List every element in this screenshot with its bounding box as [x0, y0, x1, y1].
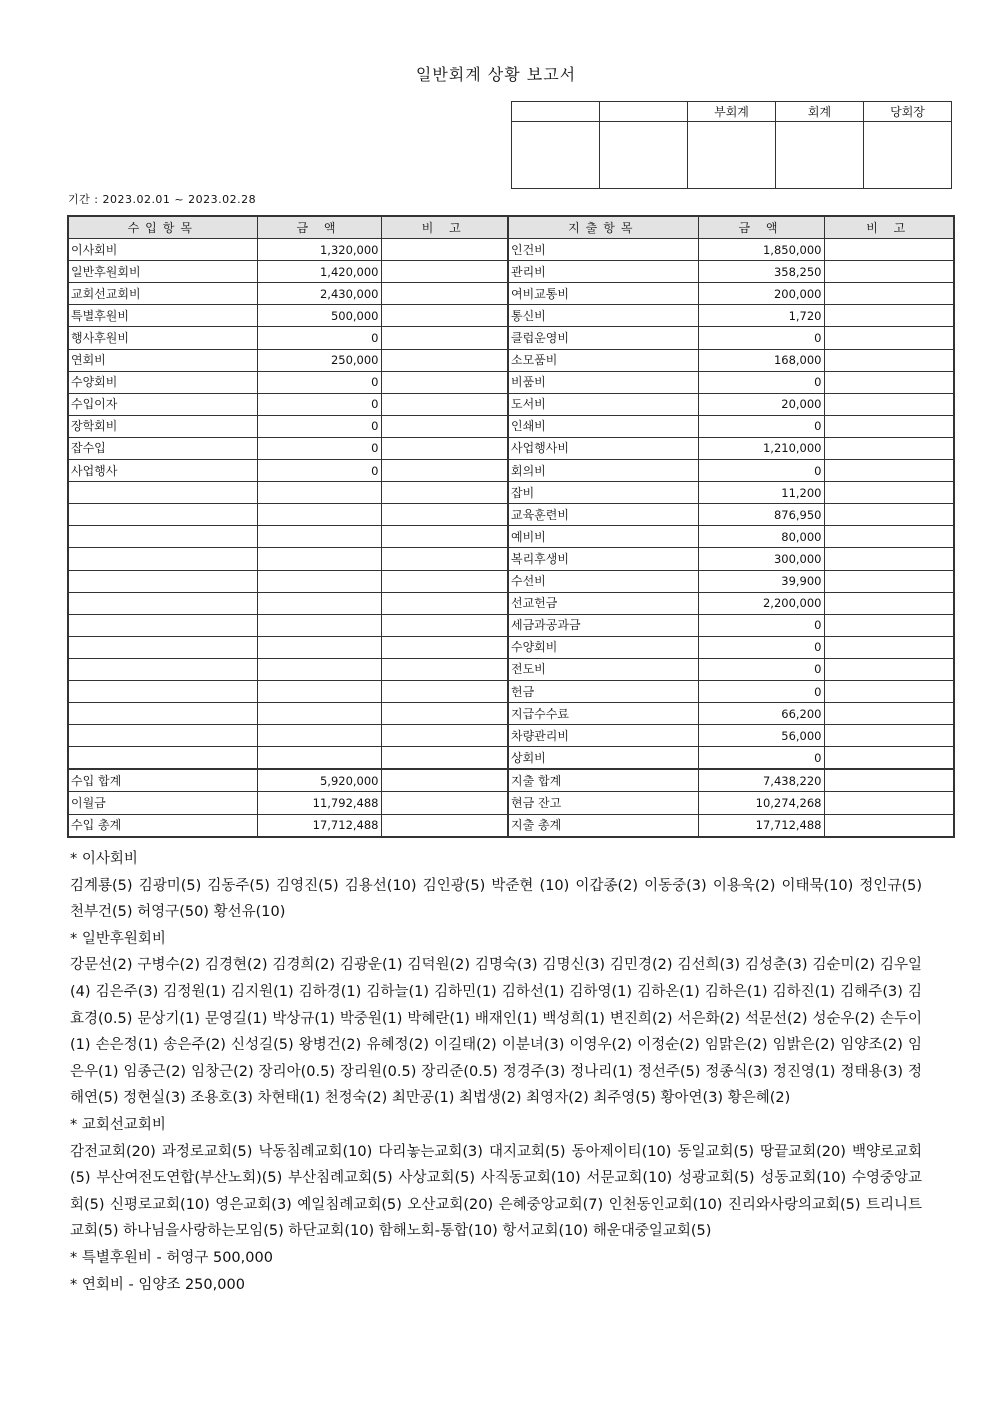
expense-item-cell: 소모품비	[508, 349, 698, 371]
ledger-row	[68, 504, 954, 526]
approval-header-cell: 당회장	[864, 102, 952, 122]
expense-amount-cell: 1,720	[698, 305, 824, 327]
ledger-row	[68, 658, 954, 680]
expense-amount-cell: 10,274,268	[698, 792, 824, 814]
income-note-cell	[381, 239, 508, 261]
income-note-cell	[381, 415, 508, 437]
ledger-row	[68, 327, 954, 349]
ledger-row	[68, 680, 954, 702]
income-note-cell	[381, 747, 508, 770]
ledger-row	[68, 725, 954, 747]
ledger-row	[68, 283, 954, 305]
income-note-cell	[381, 371, 508, 393]
income-item-cell: 이월금	[68, 792, 257, 814]
expense-item-cell: 지출 합계	[508, 769, 698, 792]
note-text: 김계룡(5) 김광미(5) 김동주(5) 김영진(5) 김용선(10) 김인광(5) 박준현 (10) 이갑종(2) 이동중(3) 이용욱(2) 이태묵(10) 정인규(5) 천부건(5) 허영구(50) 황선유(10)	[70, 877, 922, 921]
expense-item-cell: 비품비	[508, 371, 698, 393]
expense-note-cell	[824, 570, 954, 592]
income-item-cell	[68, 703, 257, 725]
ledger-row	[68, 415, 954, 437]
ledger-row	[68, 437, 954, 459]
expense-amount-cell: 0	[698, 658, 824, 680]
expense-amount-cell: 0	[698, 327, 824, 349]
ledger-row	[68, 747, 954, 770]
expense-note-cell	[824, 592, 954, 614]
expense-amount-cell: 0	[698, 614, 824, 636]
income-amount-cell	[257, 548, 381, 570]
income-note-cell	[381, 592, 508, 614]
expense-amount-cell: 0	[698, 636, 824, 658]
ledger-row	[68, 592, 954, 614]
expense-note-header: 비 고	[824, 216, 954, 239]
income-note-cell	[381, 703, 508, 725]
income-amount-cell	[257, 482, 381, 504]
expense-amount-cell: 80,000	[698, 526, 824, 548]
income-note-cell	[381, 261, 508, 283]
ledger-table	[67, 215, 955, 838]
expense-item-cell: 차량관리비	[508, 725, 698, 747]
approval-header-cell: 회계	[776, 102, 864, 122]
expense-amount-cell: 300,000	[698, 548, 824, 570]
ledger-total-row	[68, 792, 954, 814]
signature-cell	[688, 122, 776, 189]
income-amount-cell: 17,712,488	[257, 814, 381, 837]
expense-note-cell	[824, 239, 954, 261]
income-amount-cell	[257, 680, 381, 702]
expense-amount-cell: 17,712,488	[698, 814, 824, 837]
expense-note-cell	[824, 703, 954, 725]
income-note-cell	[381, 814, 508, 837]
approval-header-cell	[600, 102, 688, 122]
income-amount-cell	[257, 614, 381, 636]
expense-note-cell	[824, 792, 954, 814]
expense-item-cell: 수선비	[508, 570, 698, 592]
note-text: 강문선(2) 구병수(2) 김경현(2) 김경희(2) 김광운(1) 김덕원(2) 김명숙(3) 김명신(3) 김민경(2) 김선희(3) 김성춘(3) 김순미(2) 김우일(4) 김은주(3) 김정원(1) 김지원(1) 김하경(1) 김하늘(1) 김하민(1) 김하선(1) 김하영(1) 김하온(1) 김하은(1) 김하진(1) 김해주(3) 김효경(0.5) 문상기(1) 문영길(1) 박상규(1) 박중원(1) 박혜란(1) 배재인(1) 백성희(1) 변진희(2) 서은화(2) 석문선(2) 성순우(2) 손두이(1) 손은정(1) 송은주(2) 신성길(5) 왕병건(2) 유혜정(2) 이길태(2) 이분녀(3) 이영우(2) 이정순(2) 임맑은(2) 임밝은(2) 임양조(2) 임은우(1) 임종근(2) 임창근(2) 장리아(0.5) 장리원(0.5) 장리준(0.5) 정경주(3) 정나리(1) 정선주(5) 정종식(3) 정진영(1) 정태용(3) 정해연(5) 정현실(3) 조용호(3) 차현태(1) 천정숙(2) 최만공(1) 최법생(2) 최영자(2) 최주영(5) 황아연(3) 황은혜(2)	[70, 957, 922, 1107]
signature-cell	[600, 122, 688, 189]
income-amount-cell	[257, 703, 381, 725]
income-note-cell	[381, 792, 508, 814]
income-item-cell: 행사후원비	[68, 327, 257, 349]
income-amount-cell: 0	[257, 415, 381, 437]
signature-cell	[512, 122, 600, 189]
income-note-cell	[381, 437, 508, 459]
income-item-cell: 연회비	[68, 349, 257, 371]
expense-item-cell: 클럽운영비	[508, 327, 698, 349]
expense-item-cell: 지출 총계	[508, 814, 698, 837]
signature-cell	[864, 122, 952, 189]
income-amount-cell: 0	[257, 460, 381, 482]
ledger-row	[68, 703, 954, 725]
expense-amount-cell: 39,900	[698, 570, 824, 592]
expense-note-cell	[824, 305, 954, 327]
note-text: 감전교회(20) 과정로교회(5) 낙동침례교회(10) 다리놓는교회(3) 대지교회(5) 동아제이티(10) 동일교회(5) 땅끝교회(20) 백양로교회(5) 부산여전도연합(부산노회)(5) 부산침례교회(5) 사상교회(5) 사직동교회(10) 서문교회(10) 성광교회(5) 성동교회(10) 수영중앙교회(5) 신평로교회(10) 영은교회(3) 예일침례교회(5) 오산교회(20) 은혜중앙교회(7) 인천동인교회(10) 진리와사랑의교회(5) 트리니트교회(5) 하나님을사랑하는모임(5) 하단교회(10) 함해노회-통합(10) 항서교회(10) 해운대중일교회(5)	[70, 1143, 922, 1240]
income-amount-cell: 1,320,000	[257, 239, 381, 261]
expense-item-cell: 교육훈련비	[508, 504, 698, 526]
approval-box	[511, 101, 952, 189]
income-item-cell: 수입 총계	[68, 814, 257, 837]
expense-item-cell: 복리후생비	[508, 548, 698, 570]
expense-note-cell	[824, 636, 954, 658]
expense-item-cell: 관리비	[508, 261, 698, 283]
note-heading: * 연회비 - 임양조 250,000	[70, 1276, 245, 1293]
income-item-cell	[68, 504, 257, 526]
income-note-cell	[381, 725, 508, 747]
expense-amount-cell: 0	[698, 371, 824, 393]
expense-item-cell: 지급수수료	[508, 703, 698, 725]
ledger-row	[68, 482, 954, 504]
income-item-cell	[68, 548, 257, 570]
income-note-cell	[381, 283, 508, 305]
income-note-cell	[381, 526, 508, 548]
income-item-cell	[68, 680, 257, 702]
income-item-cell: 교회선교회비	[68, 283, 257, 305]
expense-amount-cell: 1,210,000	[698, 437, 824, 459]
ledger-row	[68, 349, 954, 371]
expense-note-cell	[824, 393, 954, 415]
income-amount-cell: 0	[257, 437, 381, 459]
expense-note-cell	[824, 548, 954, 570]
income-amount-cell: 2,430,000	[257, 283, 381, 305]
income-amount-cell: 0	[257, 371, 381, 393]
expense-amount-cell: 7,438,220	[698, 769, 824, 792]
income-item-cell: 수양회비	[68, 371, 257, 393]
expense-item-cell: 세금과공과금	[508, 614, 698, 636]
income-amount-cell	[257, 658, 381, 680]
expense-note-cell	[824, 526, 954, 548]
income-item-cell	[68, 482, 257, 504]
income-item-cell: 잡수입	[68, 437, 257, 459]
income-item-cell: 이사회비	[68, 239, 257, 261]
ledger-row	[68, 570, 954, 592]
expense-amount-cell: 1,850,000	[698, 239, 824, 261]
income-item-cell: 수입 합계	[68, 769, 257, 792]
approval-signature-row	[512, 122, 952, 189]
income-item-header: 수입항목	[68, 216, 257, 239]
expense-note-cell	[824, 658, 954, 680]
ledger-row	[68, 371, 954, 393]
note-heading: * 교회선교회비	[70, 1116, 166, 1133]
expense-item-cell: 사업행사비	[508, 437, 698, 459]
report-period: 기간 : 2023.02.01 ~ 2023.02.28	[68, 193, 257, 206]
expense-note-cell	[824, 814, 954, 837]
expense-amount-cell: 168,000	[698, 349, 824, 371]
expense-item-cell: 전도비	[508, 658, 698, 680]
expense-amount-cell: 56,000	[698, 725, 824, 747]
ledger-row	[68, 548, 954, 570]
income-amount-cell: 1,420,000	[257, 261, 381, 283]
expense-item-header: 지출항목	[508, 216, 698, 239]
expense-item-cell: 여비교통비	[508, 283, 698, 305]
income-amount-cell	[257, 747, 381, 770]
expense-item-cell: 회의비	[508, 460, 698, 482]
income-note-cell	[381, 548, 508, 570]
ledger-total-row	[68, 814, 954, 837]
expense-item-cell: 인쇄비	[508, 415, 698, 437]
expense-note-cell	[824, 371, 954, 393]
expense-note-cell	[824, 261, 954, 283]
income-amount-cell: 5,920,000	[257, 769, 381, 792]
expense-note-cell	[824, 437, 954, 459]
income-amount-header: 금 액	[257, 216, 381, 239]
expense-item-cell: 헌금	[508, 680, 698, 702]
income-note-cell	[381, 504, 508, 526]
income-note-cell	[381, 460, 508, 482]
income-note-cell	[381, 482, 508, 504]
income-item-cell	[68, 592, 257, 614]
expense-item-cell: 상회비	[508, 747, 698, 770]
income-amount-cell	[257, 504, 381, 526]
income-note-cell	[381, 305, 508, 327]
income-note-cell	[381, 349, 508, 371]
income-note-header: 비 고	[381, 216, 508, 239]
income-item-cell	[68, 614, 257, 636]
income-note-cell	[381, 570, 508, 592]
ledger-row	[68, 393, 954, 415]
expense-amount-cell: 876,950	[698, 504, 824, 526]
expense-amount-cell: 11,200	[698, 482, 824, 504]
expense-item-cell: 수양회비	[508, 636, 698, 658]
income-amount-cell	[257, 526, 381, 548]
expense-note-cell	[824, 769, 954, 792]
income-amount-cell: 500,000	[257, 305, 381, 327]
income-item-cell: 수입이자	[68, 393, 257, 415]
income-item-cell	[68, 526, 257, 548]
report-title: 일반회계 상황 보고서	[415, 65, 577, 84]
expense-note-cell	[824, 680, 954, 702]
note-heading: * 이사회비	[70, 851, 138, 867]
income-item-cell	[68, 636, 257, 658]
income-note-cell	[381, 614, 508, 636]
income-amount-cell	[257, 725, 381, 747]
income-note-cell	[381, 327, 508, 349]
expense-amount-cell: 2,200,000	[698, 592, 824, 614]
ledger-row	[68, 239, 954, 261]
income-amount-cell	[257, 592, 381, 614]
note-heading: * 일반후원회비	[70, 930, 166, 947]
income-item-cell: 특별후원비	[68, 305, 257, 327]
ledger-row	[68, 305, 954, 327]
income-note-cell	[381, 636, 508, 658]
income-note-cell	[381, 658, 508, 680]
approval-header-row	[512, 102, 952, 122]
expense-amount-cell: 0	[698, 747, 824, 770]
income-amount-cell: 0	[257, 327, 381, 349]
income-item-cell: 장학회비	[68, 415, 257, 437]
ledger-row	[68, 261, 954, 283]
income-item-cell	[68, 747, 257, 770]
income-note-cell	[381, 680, 508, 702]
income-item-cell: 일반후원회비	[68, 261, 257, 283]
expense-amount-cell: 200,000	[698, 283, 824, 305]
income-item-cell	[68, 570, 257, 592]
expense-note-cell	[824, 283, 954, 305]
expense-note-cell	[824, 614, 954, 636]
signature-cell	[776, 122, 864, 189]
donor-notes	[70, 846, 922, 1298]
note-heading: * 특별후원비 - 허영구 500,000	[70, 1249, 273, 1266]
income-amount-cell: 0	[257, 393, 381, 415]
expense-amount-cell: 0	[698, 460, 824, 482]
ledger-header-row	[68, 216, 954, 239]
income-amount-cell	[257, 636, 381, 658]
ledger-row	[68, 614, 954, 636]
income-note-cell	[381, 393, 508, 415]
ledger-row	[68, 526, 954, 548]
expense-note-cell	[824, 482, 954, 504]
expense-note-cell	[824, 725, 954, 747]
expense-item-cell: 잡비	[508, 482, 698, 504]
expense-note-cell	[824, 504, 954, 526]
expense-amount-cell: 0	[698, 415, 824, 437]
expense-item-cell: 선교헌금	[508, 592, 698, 614]
income-item-cell	[68, 725, 257, 747]
expense-note-cell	[824, 747, 954, 770]
expense-item-cell: 현금 잔고	[508, 792, 698, 814]
expense-note-cell	[824, 460, 954, 482]
ledger-row	[68, 636, 954, 658]
expense-amount-cell: 66,200	[698, 703, 824, 725]
expense-amount-cell: 0	[698, 680, 824, 702]
income-amount-cell: 11,792,488	[257, 792, 381, 814]
approval-header-cell	[512, 102, 600, 122]
expense-item-cell: 통신비	[508, 305, 698, 327]
expense-item-cell: 도서비	[508, 393, 698, 415]
income-item-cell	[68, 658, 257, 680]
expense-note-cell	[824, 349, 954, 371]
ledger-row	[68, 460, 954, 482]
approval-header-cell: 부회계	[688, 102, 776, 122]
expense-amount-cell: 358,250	[698, 261, 824, 283]
expense-item-cell: 예비비	[508, 526, 698, 548]
income-amount-cell	[257, 570, 381, 592]
expense-amount-header: 금 액	[698, 216, 824, 239]
expense-note-cell	[824, 327, 954, 349]
expense-amount-cell: 20,000	[698, 393, 824, 415]
expense-item-cell: 인건비	[508, 239, 698, 261]
income-note-cell	[381, 769, 508, 792]
income-item-cell: 사업행사	[68, 460, 257, 482]
expense-note-cell	[824, 415, 954, 437]
income-amount-cell: 250,000	[257, 349, 381, 371]
ledger-total-row	[68, 769, 954, 792]
